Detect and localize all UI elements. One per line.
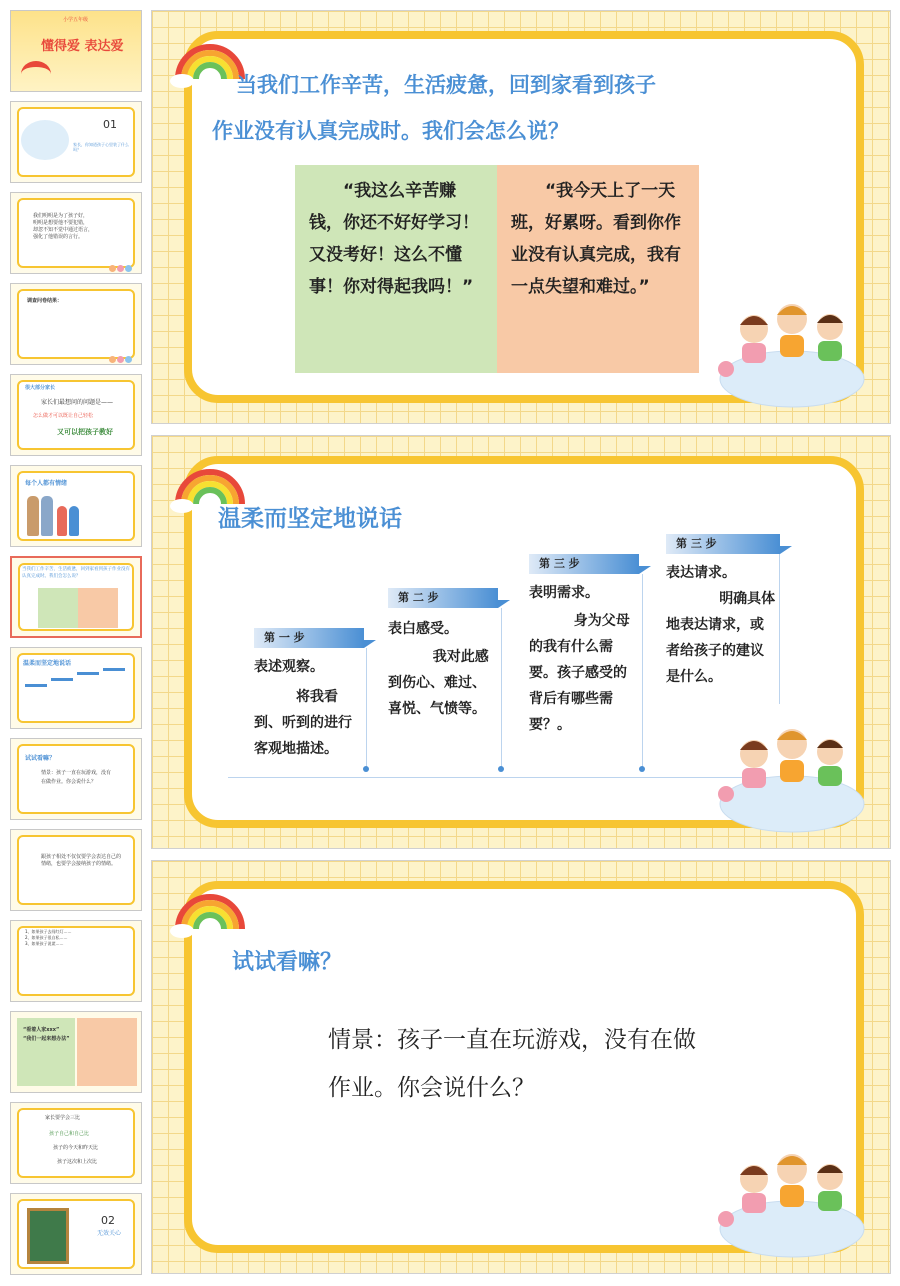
thumb-3[interactable] [10, 192, 142, 274]
kids-cloud-icon [21, 120, 69, 160]
thumb-13-line3: 孩子这次和上次比 [57, 1159, 98, 1165]
kids-on-cloud-icon [712, 1139, 872, 1259]
chalkboard-icon [27, 1208, 69, 1264]
slide-7-view [151, 10, 891, 424]
thumb-13-line2: 孩子的今天和昨天比 [53, 1145, 99, 1151]
thumb-2[interactable] [10, 101, 142, 183]
thumb-8-title: 温柔而坚定地说话 [23, 660, 72, 667]
step-3-dot [639, 766, 645, 772]
thumb-13-title: 家长要学会三比 [45, 1115, 81, 1121]
rainbow-icon [170, 869, 250, 939]
steps-baseline [228, 777, 788, 778]
slide-8-view [151, 435, 891, 849]
thumb-5-line2: 怎么做才可以既让自己轻松 [33, 413, 94, 419]
step-1-title: 表述观察。 [254, 659, 324, 675]
thumb-11-text: 1、如果孩子去闯红灯…… 2、如果孩子很自私…… 3、如果孩子说谎…… [25, 929, 72, 946]
thumb-14-text: 无效关心 [97, 1230, 122, 1237]
thumb-12[interactable] [10, 1011, 142, 1093]
rainbow-icon [21, 61, 51, 87]
thumb-7-peach-box [78, 588, 118, 628]
thumb-13[interactable] [10, 1102, 142, 1184]
thumb-5-label: 很大部分家长 [25, 385, 56, 391]
thumb-2-num: 01 [103, 118, 117, 131]
step-1-tail [364, 640, 376, 648]
step-1-dot [363, 766, 369, 772]
step-3-body: 身为父母的我有什么需要。孩子感受的背后有哪些需要？。 [529, 613, 630, 733]
thumb-12-text: “看着人家xxx” “我们一起来想办法” [23, 1027, 70, 1042]
slide-9-view [151, 860, 891, 1274]
thumb-13-line1: 孩子自己和自己比 [49, 1131, 90, 1137]
thumb-11[interactable] [10, 920, 142, 1002]
slide-heading: 温柔而坚定地说话 [218, 506, 402, 532]
thumb-10-text: 跟孩子相处不仅仅要学会表达自己的情绪，也要学会接纳孩子的情绪。 [41, 854, 122, 867]
thumb-9[interactable] [10, 738, 142, 820]
thumb-8[interactable] [10, 647, 142, 729]
thumb-7-green-box [38, 588, 78, 628]
step-3-label: 第 三 步 [529, 554, 639, 574]
kids-icon [109, 348, 135, 360]
slide-heading: 试试看嘛？ [232, 950, 343, 975]
scene-line1: 情景：孩子一直在玩游戏，没有在做 [328, 1027, 696, 1053]
thumb-7[interactable] [10, 556, 142, 638]
step-2-label: 第 二 步 [388, 588, 498, 608]
quote-harsh: “我这么辛苦赚钱，你还不好好学习！又没考好！这么不懂事！你对得起我吗！” [295, 165, 497, 373]
step-1-label: 第 一 步 [254, 628, 364, 648]
slide-heading-line2: 作业没有认真完成时。我们会怎么说？ [212, 119, 569, 143]
thumb-1-subtitle: 小学五年级 [63, 17, 89, 23]
scene-line2: 作业。你会说什么？ [328, 1075, 535, 1101]
thumb-6-title: 每个人都有情绪 [25, 480, 68, 487]
thumb-6[interactable] [10, 465, 142, 547]
thumb-5-line1: 家长们最想问的问题是—— [41, 399, 114, 406]
step-3-tail [639, 566, 651, 574]
kids-on-cloud-icon [712, 289, 872, 409]
thumb-14-num: 02 [101, 1214, 115, 1227]
slide-heading-line1: 当我们工作辛苦，生活疲惫，回到家看到孩子 [236, 73, 656, 97]
thumb-1-title: 懂得爱 表达爱 [41, 39, 124, 54]
thumb-4-text: 调查问卷结果： [27, 298, 63, 304]
family-icon [27, 496, 79, 540]
thumb-14[interactable] [10, 1193, 142, 1275]
step-2-tail [498, 600, 510, 608]
step-4-body: 明确具体地表达请求，或者给孩子的建议是什么。 [666, 591, 776, 685]
step-4-label: 第 三 步 [666, 534, 780, 554]
kids-icon [109, 257, 135, 269]
thumb-9-text: 情景：孩子一直在玩游戏，没有在做作业。你会说什么？ [41, 770, 112, 785]
step-1-body: 将我看到、听到的进行客观地描述。 [254, 689, 352, 757]
step-4-tail [780, 546, 792, 554]
step-3-title: 表明需求。 [529, 585, 599, 601]
thumb-3-text: 我们明明是为了孩子好， 明明是想要他不要犯错， 却忽不知不觉中通过语言， 强化了他错误的言行。 [33, 213, 94, 240]
step-2-body: 我对此感到伤心、难过、喜悦、气愤等。 [388, 649, 489, 717]
thumb-5-line3: 又可以把孩子教好 [57, 428, 113, 436]
thumb-10[interactable] [10, 829, 142, 911]
kids-on-cloud-icon [712, 714, 872, 834]
thumb-7-text: 当我们工作辛苦，生活疲惫，回到家看到孩子作业没有认真完成时。我们会怎么说？ [22, 567, 130, 579]
step-4-title: 表达请求。 [666, 565, 736, 581]
step-2-dot [498, 766, 504, 772]
quote-gentle: “我今天上了一天班，好累呀。看到你作业没有认真完成，我有一点失望和难过。” [497, 165, 699, 373]
thumb-4[interactable] [10, 283, 142, 365]
thumb-1[interactable] [10, 10, 142, 92]
step-2-title: 表白感受。 [388, 621, 458, 637]
thumb-5[interactable] [10, 374, 142, 456]
thumb-9-title: 试试看嘛？ [25, 755, 56, 762]
thumb-2-text: 家长，你知道孩子心里装了什么吗？ [73, 142, 129, 152]
